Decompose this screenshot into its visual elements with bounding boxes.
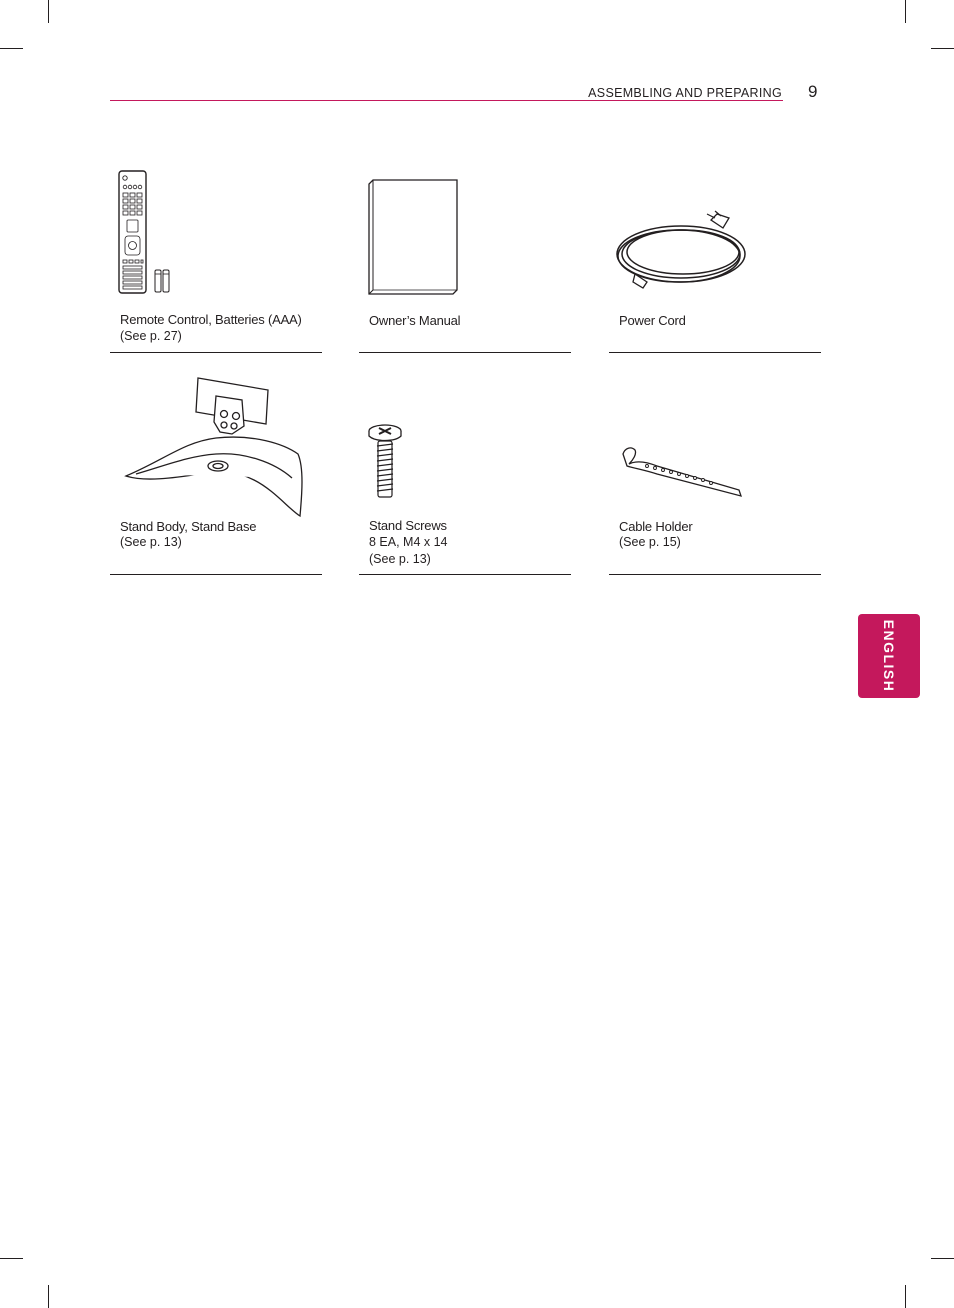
stand-icon <box>124 374 306 522</box>
power-cord-icon <box>615 208 755 298</box>
crop-mark <box>931 48 954 49</box>
item-label: Power Cord <box>619 313 686 328</box>
crop-mark <box>905 1285 906 1308</box>
item-power-cord <box>609 160 821 354</box>
remote-control-icon <box>118 170 188 296</box>
item-note: (See p. 13) <box>369 552 431 566</box>
item-note: (See p. 27) <box>120 329 182 343</box>
section-title: ASSEMBLING AND PREPARING <box>588 86 782 100</box>
item-label: Owner’s Manual <box>369 313 461 328</box>
crop-mark <box>931 1258 954 1259</box>
item-stand-screws <box>359 370 571 576</box>
item-stand <box>110 370 322 576</box>
crop-mark <box>48 1285 49 1308</box>
item-rule <box>359 352 571 353</box>
language-tab <box>858 614 920 698</box>
cable-holder-icon <box>617 444 747 504</box>
manual-icon <box>367 178 461 298</box>
crop-mark <box>0 48 23 49</box>
item-remote-control <box>110 160 322 354</box>
item-label: Stand Screws <box>369 518 447 533</box>
header-rule <box>110 100 783 101</box>
screw-icon <box>367 424 407 500</box>
item-rule <box>110 352 322 353</box>
page-number: 9 <box>808 82 818 101</box>
item-rule <box>609 574 821 575</box>
item-note: 8 EA, M4 x 14 <box>369 535 448 549</box>
item-owners-manual <box>359 160 571 354</box>
item-rule <box>609 352 821 353</box>
item-rule <box>359 574 571 575</box>
item-note: (See p. 13) <box>120 535 182 549</box>
item-label: Remote Control, Batteries (AAA) <box>120 312 302 327</box>
crop-mark <box>905 0 906 23</box>
item-label: Cable Holder <box>619 519 693 534</box>
item-cable-holder <box>609 370 821 576</box>
item-label: Stand Body, Stand Base <box>120 519 257 534</box>
crop-mark <box>48 0 49 23</box>
item-note: (See p. 15) <box>619 535 681 549</box>
item-rule <box>110 574 322 575</box>
language-tab-label: ENGLISH <box>881 619 897 693</box>
crop-mark <box>0 1258 23 1259</box>
